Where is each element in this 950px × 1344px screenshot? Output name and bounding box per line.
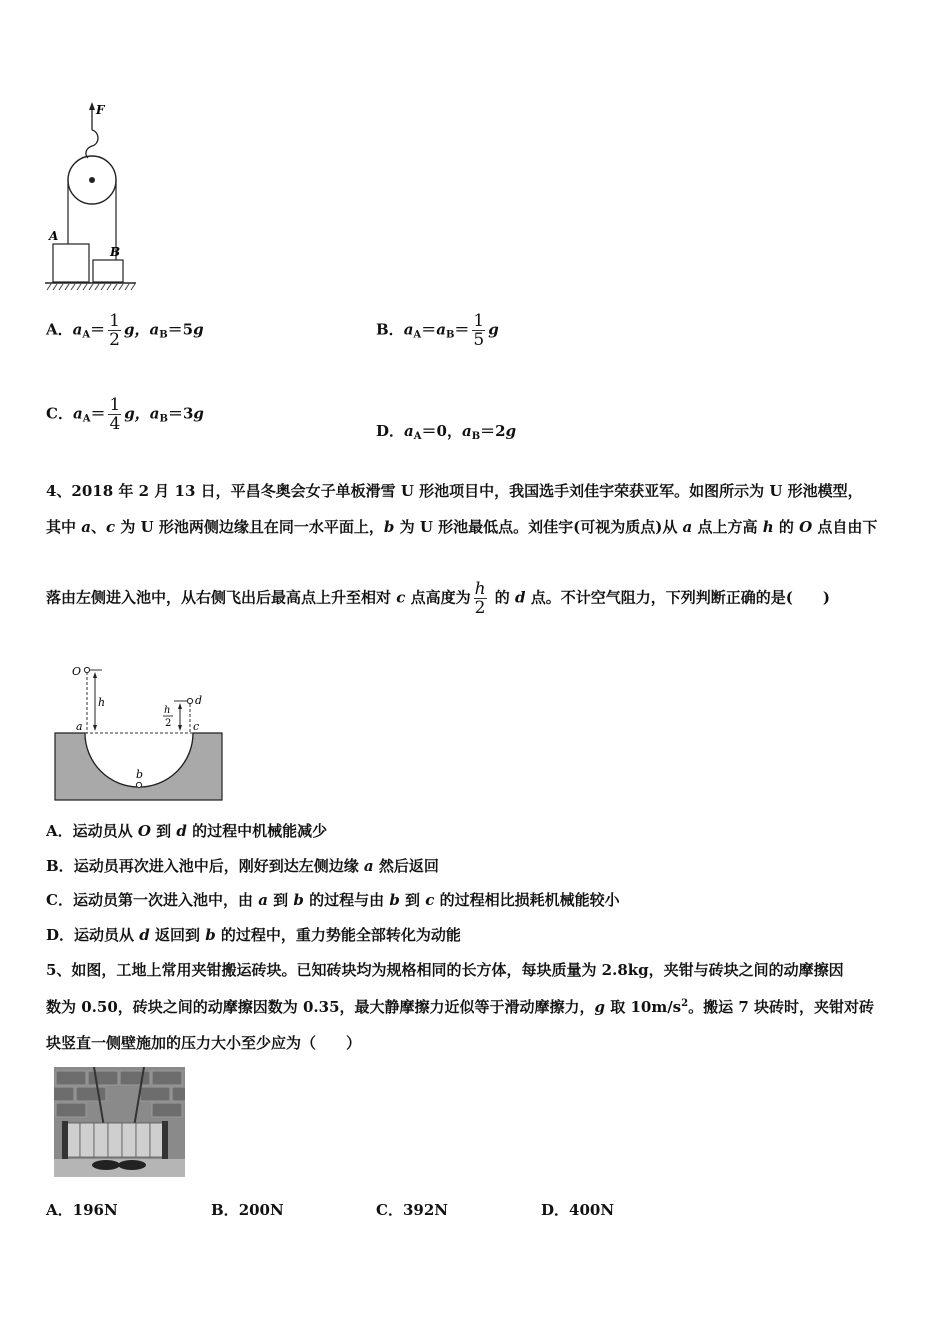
q5-stem-line3: 块竖直一侧壁施加的压力大小至少应为（ ） [46,1034,362,1052]
q3-option-a: A．$a_A=$ $\frac{1}{2}$ g，$a_B=5g$ [46,311,204,350]
fraction: $\frac{1}{4}$ [109,395,121,434]
fraction: $\frac{1}{2}$ [109,311,120,350]
q5-stem-line1: 5、如图，工地上常用夹钳搬运砖块。已知砖块均为规格相同的长方体，每块质量为 2.8kg，夹钳与砖块之间的动摩擦因 [46,961,844,979]
u-pool-figure [52,660,227,805]
fraction: $\frac{h}{2}$ [474,579,486,618]
fraction: $\frac{1}{5}$ [473,311,485,350]
q4-option-a: A．运动员从 O 到 d 的过程中机械能减少 [46,822,328,840]
q5-option-a: A．196N [46,1201,118,1219]
brick-clamp-photo [54,1067,185,1177]
q5-option-b: B．200N [211,1201,284,1219]
block-b-label: B [110,245,121,259]
q5-option-d: D．400N [541,1201,615,1219]
q4-stem-line1: 4、2018 年 2 月 13 日，平昌冬奥会女子单板滑雪 U 形池项目中，我国选手刘佳宇荣获亚军。如图所示为 U 形池模型， [46,482,863,500]
q5-option-c: C．392N [376,1201,448,1219]
label-o: O [72,665,82,678]
label-h: h [98,696,106,709]
label-half-h-den: 2 [165,718,172,729]
label-a: a [76,720,83,733]
q4-stem-line2: 其中 a、c 为 U 形池两侧边缘且在同一水平面上，b 为 U 形池最低点。刘佳宇(可视为质点)从 a 点上方高 h 的 O 点自由下 [46,518,878,536]
q4-option-d: D．运动员从 d 返回到 b 的过程中，重力势能全部转化为动能 [46,926,461,944]
label-b: b [136,768,144,781]
force-label: F [96,103,105,117]
q4-stem-line3: 落由左侧进入池中，从右侧飞出后最高点上升至相对 c 点高度为 $\frac{h}{2}$ 的 d 点。不计空气阻力，下列判断正确的是( ) [46,579,830,618]
label-d: d [195,694,203,707]
q3-option-c: C．$a_A=$ $\frac{1}{4}$ g，$a_B=3g$ [46,395,204,434]
q4-option-b: B．运动员再次进入池中后，刚好到达左侧边缘 a 然后返回 [46,857,439,875]
label-half-h-num: h [164,705,171,716]
q3-option-d: D．$a_A=0$，$a_B=2g$ [376,422,517,442]
label-c: c [193,720,200,733]
q5-stem-line2: 数为 0.50，砖块之间的动摩擦因数为 0.35，最大静摩擦力近似等于滑动摩擦力，g 取 $10m/s^2$。搬运 7 块砖时，夹钳对砖 [46,998,874,1016]
block-a-label: A [49,229,59,243]
q4-option-c: C．运动员第一次进入池中，由 a 到 b 的过程与由 b 到 c 的过程相比损耗机械能较小 [46,891,620,909]
pulley-figure [40,98,145,298]
q3-option-b: B．$a_A=a_B=$ $\frac{1}{5}$ g [376,311,499,350]
